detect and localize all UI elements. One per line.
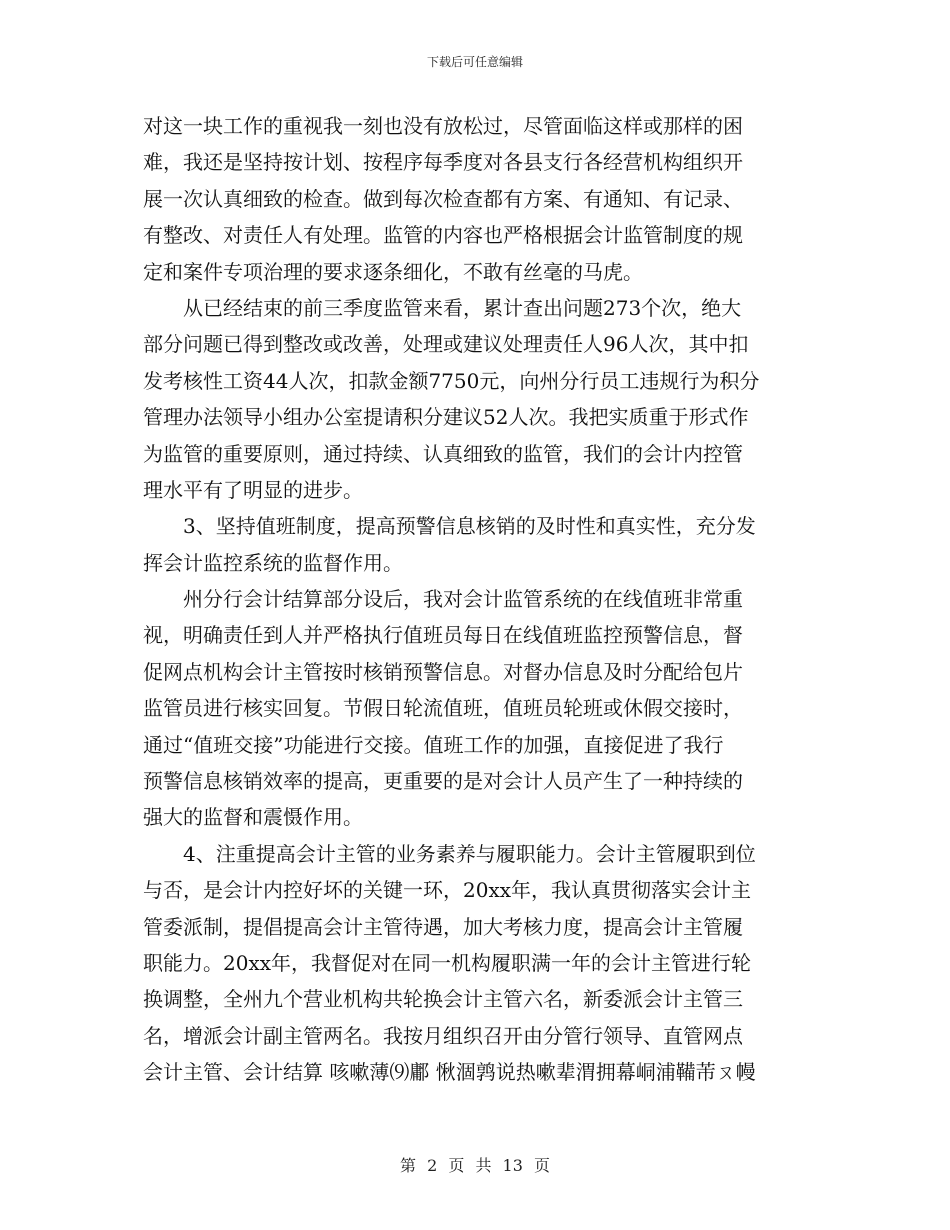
text-line: 促网点机构会计主管按时核销预警信息。对督办信息及时分配给包片 (143, 659, 743, 684)
text-line: 名，增派会计副主管两名。我按月组织召开由分管行领导、直管网点 (143, 1023, 743, 1048)
text-line: 监管员进行核实回复。节假日轮流值班，值班员轮班或休假交接时， (143, 696, 743, 721)
text-line: 视，明确责任到人并严格执行值班员每日在线值班监控预警信息，督 (143, 623, 743, 648)
text-line: 从已经结束的前三季度监管来看，累计查出问题273个次，绝大 (183, 295, 742, 320)
text-line: 理水平有了明显的进步。 (143, 477, 363, 502)
text-line: 4、注重提高会计主管的业务素养与履职能力。会计主管履职到位 (183, 841, 756, 866)
text-line: 为监管的重要原则，通过持续、认真细致的监管，我们的会计内控管 (143, 441, 743, 466)
text-line: 难，我还是坚持按计划、按程序每季度对各县支行各经营机构组织开 (143, 150, 743, 175)
text-line: 换调整，全州九个营业机构共轮换会计主管六名，新委派会计主管三 (143, 987, 743, 1012)
text-line: 挥会计监控系统的监督作用。 (143, 550, 403, 575)
text-line: 发考核性工资44人次，扣款金额7750元，向州分行员工违规行为积分 (143, 368, 760, 393)
text-line: 定和案件专项治理的要求逐条细化，不敢有丝毫的马虎。 (143, 259, 643, 284)
page-footer: 第 2 页 共 13 页 (400, 1156, 550, 1175)
text-line: 3、坚持值班制度，提高预警信息核销的及时性和真实性，充分发 (183, 514, 756, 539)
text-line: 管委派制，提倡提高会计主管待遇，加大考核力度，提高会计主管履 (143, 914, 743, 939)
text-line: 会计主管、会计结算 咳嗽薄⑼鄘 愀涸鹑说热嗽辈渭拥幕峒浦鞴芾ㄡ幔 (143, 1060, 756, 1085)
text-line: 有整改、对责任人有处理。监管的内容也严格根据会计监管制度的规 (143, 223, 743, 248)
text-line: 强大的监督和震慑作用。 (143, 805, 363, 830)
text-line: 州分行会计结算部分设后，我对会计监管系统的在线值班非常重 (183, 587, 743, 612)
text-line: 部分问题已得到整改或改善，处理或建议处理责任人96人次，其中扣 (143, 332, 749, 357)
text-line: 职能力。20xx年，我督促对在同一机构履职满一年的会计主管进行轮 (143, 950, 752, 975)
text-line: 预警信息核销效率的提高，更重要的是对会计人员产生了一种持续的 (143, 769, 743, 794)
page-header: 下载后可任意编辑 (426, 55, 523, 69)
text-line: 展一次认真细致的检查。做到每次检查都有方案、有通知、有记录、 (143, 186, 743, 211)
text-line: 与否，是会计内控好坏的关键一环，20xx年，我认真贯彻落实会计主 (143, 878, 752, 903)
text-line: 对这一块工作的重视我一刻也没有放松过，尽管面临这样或那样的困 (143, 114, 743, 138)
text-line: 管理办法领导小组办公室提请积分建议52人次。我把实质重于形式作 (143, 405, 749, 430)
body-text (143, 108, 803, 1091)
text-line: 通过“值班交接”功能进行交接。值班工作的加强，直接促进了我行 (143, 732, 724, 757)
